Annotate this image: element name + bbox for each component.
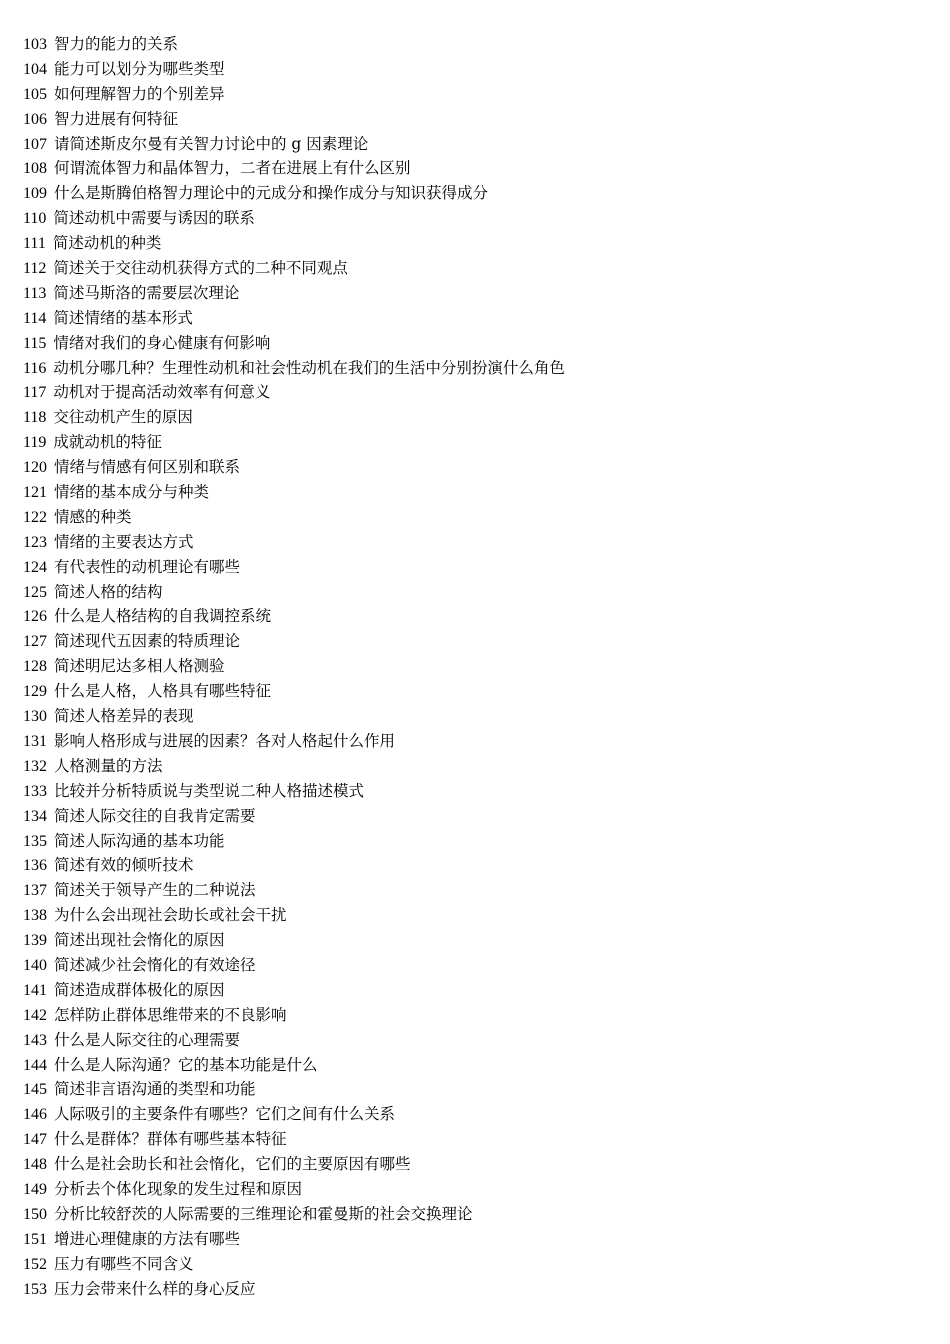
question-text: 简述造成群体极化的原因 <box>54 980 225 999</box>
question-text: 动机对于提高活动效率有何意义 <box>53 383 271 402</box>
question-text: 简述动机的种类 <box>52 234 162 253</box>
question-number: 133 <box>23 782 47 800</box>
question-text: 什么是人格，人格具有哪些特征 <box>54 682 272 701</box>
question-text: 简述非言语沟通的类型和功能 <box>54 1080 256 1099</box>
question-text: 请简述斯皮尔曼有关智力讨论中的 g 因素理论 <box>54 134 369 153</box>
list-item <box>23 928 565 953</box>
question-text: 简述动机中需要与诱因的联系 <box>53 209 255 228</box>
question-text: 能力可以划分为哪些类型 <box>54 59 225 78</box>
question-number: 108 <box>23 160 47 178</box>
question-number: 153 <box>23 1280 47 1298</box>
question-number: 131 <box>23 732 47 750</box>
question-text: 情绪对我们的身心健康有何影响 <box>53 333 271 352</box>
question-number: 106 <box>23 110 47 128</box>
list-item <box>23 231 565 256</box>
list-item <box>23 1277 565 1302</box>
question-number: 138 <box>23 907 47 925</box>
list-item <box>23 256 565 281</box>
question-text: 情绪与情感有何区别和联系 <box>54 458 241 477</box>
list-item <box>23 1227 565 1252</box>
list-item <box>23 1202 565 1227</box>
list-item <box>23 654 565 679</box>
question-text: 简述关于交往动机获得方式的二种不同观点 <box>53 259 348 278</box>
list-item <box>23 829 565 854</box>
question-text: 有代表性的动机理论有哪些 <box>54 557 241 576</box>
question-number: 113 <box>23 284 47 302</box>
question-text: 简述人际沟通的基本功能 <box>54 831 225 850</box>
question-text: 简述人格的结构 <box>54 582 163 601</box>
question-text: 简述明尼达多相人格测验 <box>54 657 225 676</box>
list-item <box>23 331 565 356</box>
list-item <box>23 455 565 480</box>
list-item <box>23 1102 565 1127</box>
question-number: 148 <box>23 1156 47 1174</box>
question-text: 何谓流体智力和晶体智力，二者在进展上有什么区别 <box>54 159 411 178</box>
question-number: 109 <box>23 185 47 203</box>
question-number: 115 <box>23 334 47 352</box>
question-text: 分析比较舒茨的人际需要的三维理论和霍曼斯的社会交换理论 <box>54 1204 473 1223</box>
list-item <box>23 853 565 878</box>
question-text: 交往动机产生的原因 <box>53 408 193 427</box>
question-text: 分析去个体化现象的发生过程和原因 <box>54 1179 303 1198</box>
list-item <box>23 505 565 530</box>
question-number: 143 <box>23 1031 47 1049</box>
question-number: 147 <box>23 1131 47 1149</box>
question-number: 111 <box>23 235 46 253</box>
question-text: 什么是社会助长和社会惰化，它们的主要原因有哪些 <box>54 1155 411 1174</box>
question-number: 139 <box>23 932 47 950</box>
list-item <box>23 132 565 157</box>
question-text: 情绪的主要表达方式 <box>54 532 194 551</box>
list-item <box>23 281 565 306</box>
question-number: 120 <box>23 459 47 477</box>
list-item <box>23 107 565 132</box>
list-item <box>23 1028 565 1053</box>
question-number: 119 <box>23 434 47 452</box>
question-text: 情绪的基本成分与种类 <box>54 483 210 502</box>
question-text: 为什么会出现社会助长或社会干扰 <box>54 906 287 925</box>
list-item <box>23 356 565 381</box>
question-number: 145 <box>23 1081 47 1099</box>
question-text: 简述情绪的基本形式 <box>53 308 193 327</box>
list-item <box>23 704 565 729</box>
question-text: 怎样防止群体思维带来的不良影响 <box>54 1005 287 1024</box>
list-item <box>23 679 565 704</box>
list-item <box>23 1053 565 1078</box>
list-item <box>23 430 565 455</box>
question-text: 人格测量的方法 <box>54 756 163 775</box>
list-item <box>23 57 565 82</box>
list-item <box>23 754 565 779</box>
question-number: 137 <box>23 882 47 900</box>
question-text: 什么是群体？群体有哪些基本特征 <box>54 1130 287 1149</box>
question-number: 132 <box>23 757 47 775</box>
question-number: 126 <box>23 608 47 626</box>
question-text: 智力的能力的关系 <box>54 35 179 53</box>
question-text: 情感的种类 <box>54 507 132 526</box>
question-text: 影响人格形成与进展的因素？各对人格起什么作用 <box>54 731 396 750</box>
list-item <box>23 206 565 231</box>
question-text: 简述有效的倾听技术 <box>54 856 194 875</box>
list-item <box>23 878 565 903</box>
question-text: 简述关于领导产生的二种说法 <box>54 881 256 900</box>
question-number: 105 <box>23 85 47 103</box>
question-number: 122 <box>23 508 47 526</box>
list-item <box>23 1127 565 1152</box>
question-number: 129 <box>23 683 47 701</box>
question-number: 128 <box>23 658 47 676</box>
question-text: 增进心理健康的方法有哪些 <box>54 1229 241 1248</box>
list-item <box>23 580 565 605</box>
question-text: 简述马斯洛的需要层次理论 <box>53 283 240 302</box>
list-item <box>23 405 565 430</box>
question-text: 简述人际交往的自我肯定需要 <box>54 806 256 825</box>
list-item <box>23 804 565 829</box>
question-number: 146 <box>23 1106 47 1124</box>
question-number: 104 <box>23 60 47 78</box>
question-text: 简述现代五因素的特质理论 <box>54 632 241 651</box>
question-number: 114 <box>23 309 47 327</box>
list-item <box>23 729 565 754</box>
question-text: 简述人格差异的表现 <box>54 707 194 726</box>
question-text: 压力会带来什么样的身心反应 <box>54 1279 256 1298</box>
question-number: 142 <box>23 1006 47 1024</box>
list-item <box>23 156 565 181</box>
list-item <box>23 903 565 928</box>
question-number: 103 <box>23 36 47 53</box>
list-item <box>23 629 565 654</box>
question-number: 144 <box>23 1056 47 1074</box>
question-text: 动机分哪几种？生理性动机和社会性动机在我们的生活中分别扮演什么角色 <box>53 358 565 377</box>
question-list <box>23 32 565 1301</box>
question-number: 123 <box>23 533 47 551</box>
question-text: 比较并分析特质说与类型说二种人格描述模式 <box>54 781 365 800</box>
question-text: 什么是人际交往的心理需要 <box>54 1030 241 1049</box>
list-item <box>23 555 565 580</box>
question-number: 112 <box>23 260 47 278</box>
list-item <box>23 32 565 57</box>
list-item <box>23 1077 565 1102</box>
list-item <box>23 1252 565 1277</box>
list-item <box>23 306 565 331</box>
list-item <box>23 978 565 1003</box>
list-item <box>23 181 565 206</box>
question-text: 人际吸引的主要条件有哪些？它们之间有什么关系 <box>54 1105 396 1124</box>
question-number: 134 <box>23 807 47 825</box>
list-item <box>23 604 565 629</box>
question-number: 116 <box>23 359 47 377</box>
list-item <box>23 380 565 405</box>
question-text: 简述出现社会惰化的原因 <box>54 931 225 950</box>
question-number: 152 <box>23 1255 47 1273</box>
list-item <box>23 1003 565 1028</box>
question-number: 121 <box>23 484 47 502</box>
question-number: 151 <box>23 1230 47 1248</box>
question-number: 118 <box>23 409 47 427</box>
question-number: 130 <box>23 708 47 726</box>
question-number: 127 <box>23 633 47 651</box>
list-item <box>23 779 565 804</box>
question-text: 压力有哪些不同含义 <box>54 1254 194 1273</box>
question-text: 成就动机的特征 <box>53 433 162 452</box>
question-text: 什么是人际沟通？它的基本功能是什么 <box>54 1055 318 1074</box>
list-item <box>23 530 565 555</box>
list-item <box>23 480 565 505</box>
list-item <box>23 953 565 978</box>
question-text: 如何理解智力的个别差异 <box>54 84 225 103</box>
list-item <box>23 1177 565 1202</box>
question-text: 简述减少社会惰化的有效途径 <box>54 955 256 974</box>
question-number: 140 <box>23 956 47 974</box>
list-item <box>23 82 565 107</box>
question-number: 110 <box>23 210 47 228</box>
question-number: 107 <box>23 135 47 153</box>
question-number: 141 <box>23 981 47 999</box>
question-text: 智力进展有何特征 <box>54 109 179 128</box>
question-number: 149 <box>23 1180 47 1198</box>
question-text: 什么是斯腾伯格智力理论中的元成分和操作成分与知识获得成分 <box>54 184 489 203</box>
question-number: 125 <box>23 583 47 601</box>
question-number: 150 <box>23 1205 47 1223</box>
question-number: 124 <box>23 558 47 576</box>
question-number: 136 <box>23 857 47 875</box>
list-item <box>23 1152 565 1177</box>
question-number: 135 <box>23 832 47 850</box>
question-number: 117 <box>23 384 47 402</box>
question-text: 什么是人格结构的自我调控系统 <box>54 607 272 626</box>
